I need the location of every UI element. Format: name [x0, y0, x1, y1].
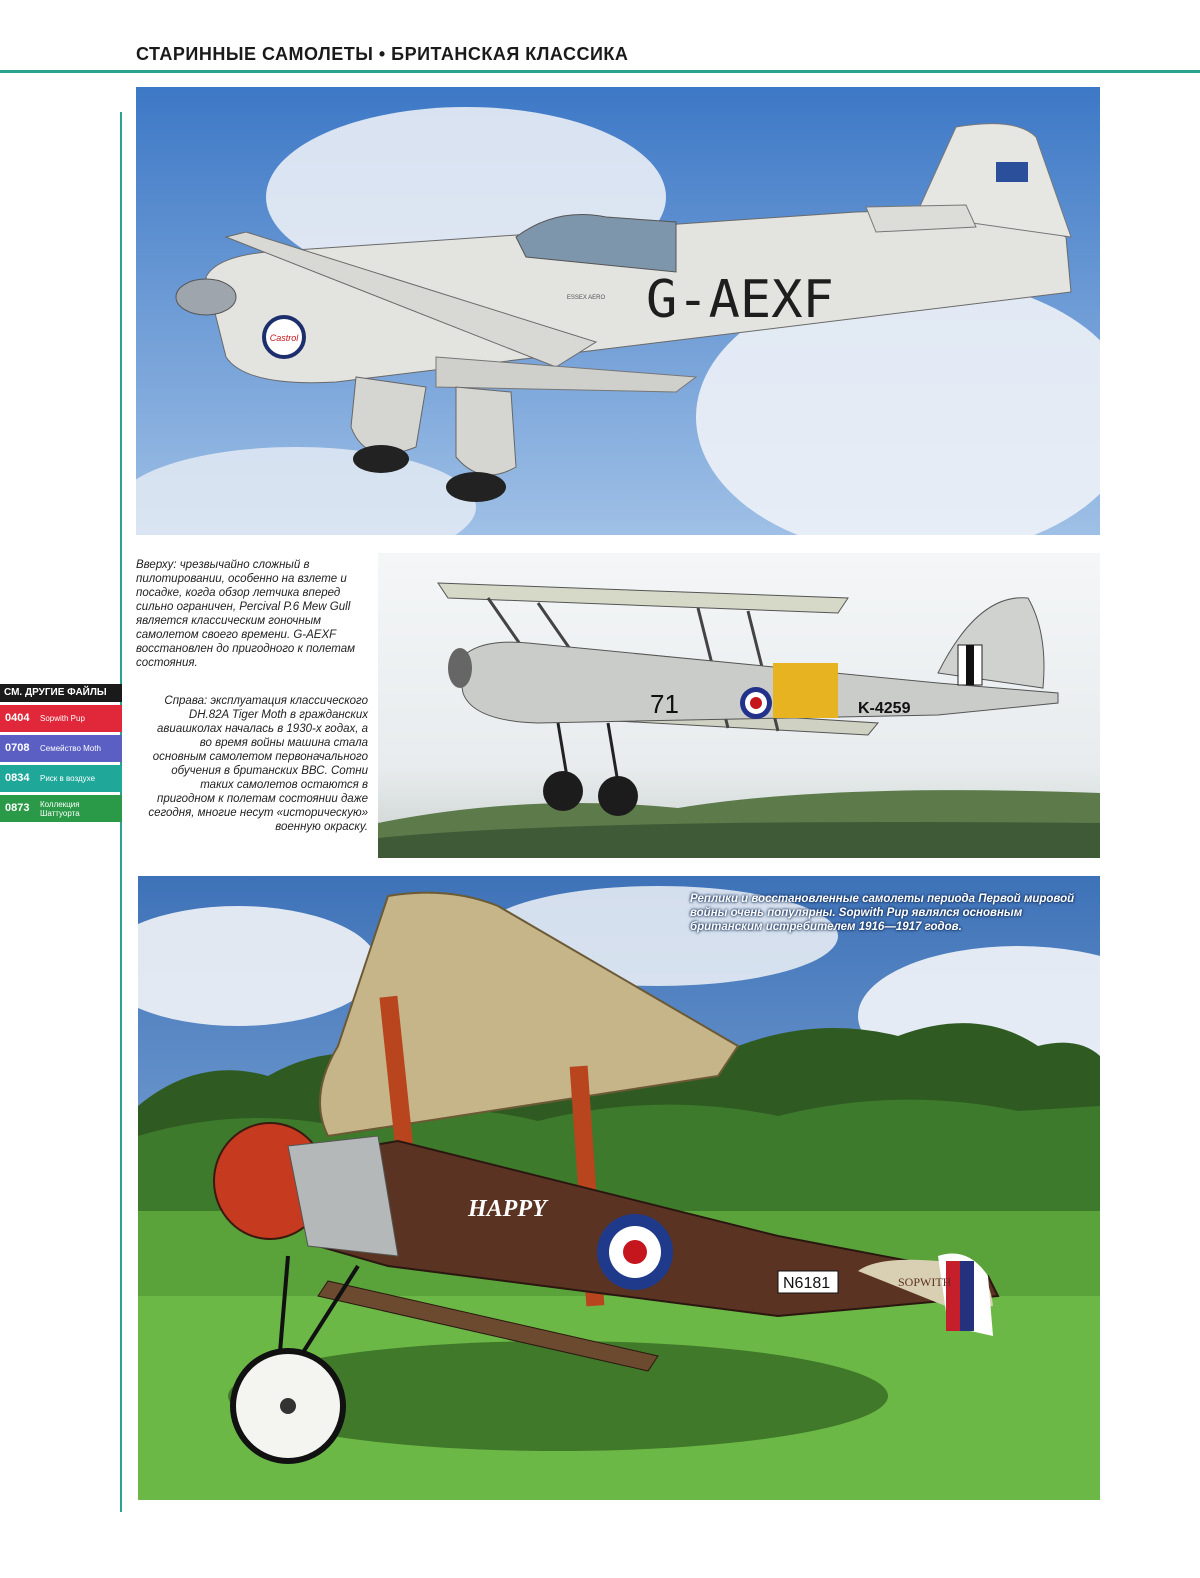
photo-sopwith-pup — [138, 876, 1100, 1500]
page-header-title: СТАРИННЫЕ САМОЛЕТЫ • БРИТАНСКАЯ КЛАССИКА — [136, 44, 629, 64]
see-also-number: 0834 — [5, 772, 30, 784]
sopwith-tail-lettering: SOPWITH — [898, 1275, 952, 1289]
see-also-item-moth-family[interactable] — [0, 735, 122, 762]
mew-gull-registration: G-AEXF — [646, 270, 834, 330]
see-also-label: Коллекция Шаттуорта — [40, 799, 80, 818]
essex-aero-marking: ESSEX AERO — [566, 295, 606, 301]
see-also-item-shuttleworth-collection[interactable] — [0, 795, 122, 822]
sopwith-serial: N6181 — [783, 1275, 831, 1292]
sopwith-pup-image — [138, 876, 1100, 1500]
see-also-panel — [0, 684, 122, 822]
photo-mew-gull — [136, 87, 1100, 535]
see-also-label: Семейство Moth — [40, 744, 101, 753]
castrol-logo: Castrol — [269, 333, 299, 343]
photo-tiger-moth — [378, 553, 1100, 858]
see-also-item-risk-in-air[interactable] — [0, 765, 122, 792]
header-divider — [0, 70, 1200, 73]
see-also-item-sopwith-pup[interactable] — [0, 705, 122, 732]
tiger-moth-serial: K-4259 — [858, 700, 911, 717]
tiger-moth-number: 71 — [650, 689, 679, 719]
see-also-number: 0708 — [5, 742, 30, 754]
tiger-moth-image — [378, 553, 1100, 858]
see-also-label: Риск в воздухе — [40, 774, 96, 783]
mew-gull-image — [136, 87, 1100, 535]
caption-top: Вверху: чрезвычайно сложный в пилотировании, особенно на взлете и посадке, когда обзор летчика вперед сильно ограничен, Percival P.6 Mew Gull является классическим гоночным самолетом своего времени. G-AEXF восстановлен до пригодного к полетам состояния. — [136, 559, 356, 669]
see-also-number: 0404 — [5, 712, 30, 724]
caption-right: Справа: эксплуатация классического DH.82A Tiger Moth в гражданских авиашколах началась в 1930-х годах, а во время войны машина стала основным самолетом первоначального обучения в британских ВВС. Сотни таких самолетов остаются в пригодном к полетам состоянии даже сегодня, многие несут «историческую» военную окраску. — [148, 695, 368, 833]
sopwith-nose-name: HAPPY — [468, 1196, 547, 1222]
see-also-heading: СМ. ДРУГИЕ ФАЙЛЫ — [0, 684, 122, 702]
see-also-label: Sopwith Pup — [40, 714, 85, 723]
caption-bottom: Реплики и восстановленные самолеты периода Первой мировой войны очень популярны. Sopwith Pup являлся основным британским истребителем 1916—1917 годов. — [690, 893, 1075, 933]
see-also-number: 0873 — [5, 802, 30, 814]
